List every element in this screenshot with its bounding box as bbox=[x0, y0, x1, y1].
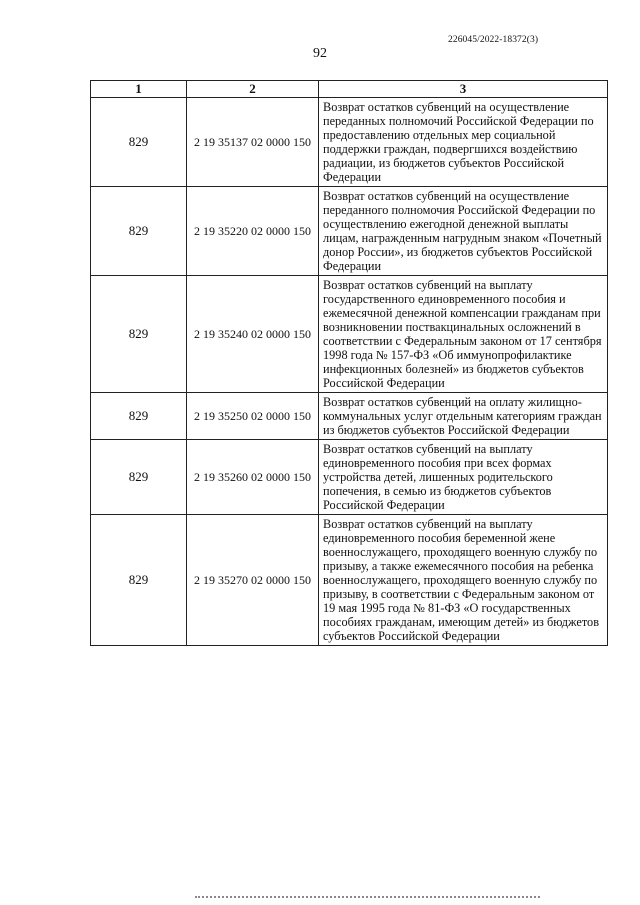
page-number: 92 bbox=[313, 46, 327, 61]
admin-code-cell: 829 bbox=[91, 393, 187, 440]
budget-code-cell: 2 19 35137 02 0000 150 bbox=[187, 98, 319, 187]
column-header-1: 1 bbox=[91, 81, 187, 98]
table-header-row bbox=[91, 81, 608, 98]
description-cell: Возврат остатков субвенций на выплату единовременного пособия беременной жене военнослужащего, проходящего военную службу по призыву, а также ежемесячного пособия на ребенка военнослужащего, проходящего военную службу по призыву, в соответствии с Федеральным законом от 19 мая 1995 года № 81-ФЗ «О государственных пособиях гражданам, имеющим детей» из бюджетов субъектов Российской Федерации bbox=[319, 515, 608, 646]
table-row bbox=[91, 440, 608, 515]
column-header-2: 2 bbox=[187, 81, 319, 98]
budget-code-cell: 2 19 35270 02 0000 150 bbox=[187, 515, 319, 646]
table-row bbox=[91, 187, 608, 276]
admin-code-cell: 829 bbox=[91, 515, 187, 646]
table-row bbox=[91, 276, 608, 393]
budget-code-cell: 2 19 35250 02 0000 150 bbox=[187, 393, 319, 440]
table-row bbox=[91, 98, 608, 187]
description-cell: Возврат остатков субвенций на осуществление переданных полномочий Российской Федерации по предоставлению отдельных мер социальной поддержки граждан, подвергшихся воздействию радиации, из бюджетов субъектов Российской Федерации bbox=[319, 98, 608, 187]
description-cell: Возврат остатков субвенций на выплату государственного единовременного пособия и ежемесячной денежной компенсации гражданам при возникновении поствакцинальных осложнений в соответствии с Федеральным законом от 17 сентября 1998 года № 157-ФЗ «Об иммунопрофилактике инфекционных болезней» из бюджетов субъектов Российской Федерации bbox=[319, 276, 608, 393]
budget-codes-table bbox=[90, 80, 608, 646]
budget-code-cell: 2 19 35260 02 0000 150 bbox=[187, 440, 319, 515]
budget-code-cell: 2 19 35240 02 0000 150 bbox=[187, 276, 319, 393]
description-cell: Возврат остатков субвенций на выплату единовременного пособия при всех формах устройства детей, лишенных родительского попечения, в семью из бюджетов субъектов Российской Федерации bbox=[319, 440, 608, 515]
table-row bbox=[91, 393, 608, 440]
admin-code-cell: 829 bbox=[91, 440, 187, 515]
budget-code-cell: 2 19 35220 02 0000 150 bbox=[187, 187, 319, 276]
admin-code-cell: 829 bbox=[91, 187, 187, 276]
description-cell: Возврат остатков субвенций на осуществление переданного полномочия Российской Федерации по осуществлению ежегодной денежной выплаты лицам, награжденным нагрудным знаком «Почетный донор России», из бюджетов субъектов Российской Федерации bbox=[319, 187, 608, 276]
column-header-3: 3 bbox=[319, 81, 608, 98]
page-bottom-edge-marks bbox=[195, 896, 540, 902]
admin-code-cell: 829 bbox=[91, 276, 187, 393]
description-cell: Возврат остатков субвенций на оплату жилищно-коммунальных услуг отдельным категориям граждан из бюджетов субъектов Российской Федерации bbox=[319, 393, 608, 440]
document-id: 226045/2022-18372(3) bbox=[448, 35, 539, 45]
admin-code-cell: 829 bbox=[91, 98, 187, 187]
table-row bbox=[91, 515, 608, 646]
